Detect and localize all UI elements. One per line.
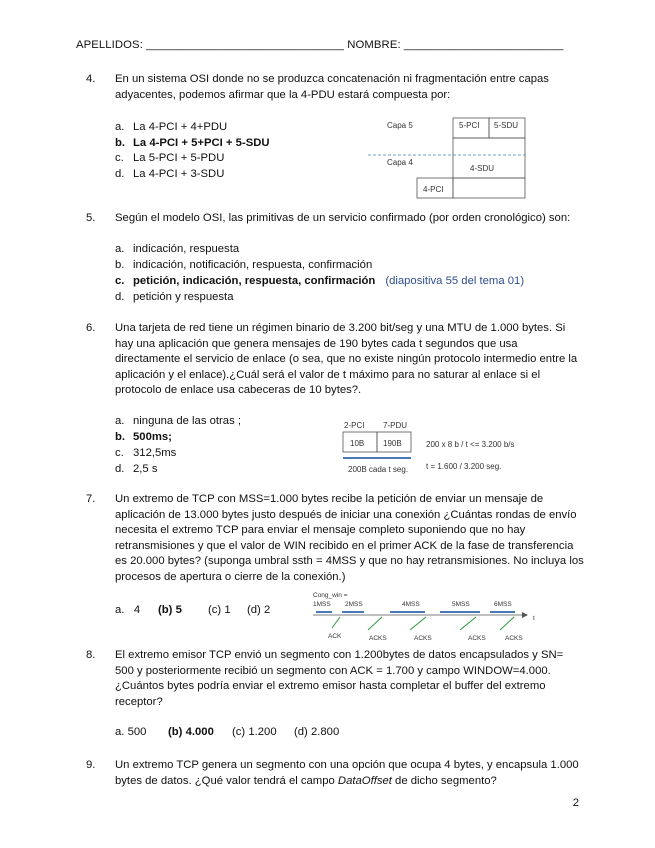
question-number: 6. xyxy=(86,322,96,334)
capa5-label: Capa 5 xyxy=(387,121,413,130)
option-d: d. La 4-PCI + 3-SDU xyxy=(115,168,225,180)
option-c: c. 312,5ms xyxy=(115,447,177,459)
option-b-correct: (b) 5 xyxy=(158,604,182,616)
capa4-label: Capa 4 xyxy=(387,158,413,167)
ack-arrows xyxy=(332,617,514,630)
sdu5-label: 5-SDU xyxy=(494,121,519,130)
t-equation: t = 1.600 / 3.200 seg. xyxy=(426,462,502,471)
pdu7-label: 7-PDU xyxy=(383,421,408,430)
mss1-label: 1MSS xyxy=(313,601,331,608)
total-label: 200B cada t seg. xyxy=(348,465,409,474)
option-a: a. indicación, respuesta xyxy=(115,243,240,255)
option-a: a. 4 xyxy=(115,604,141,616)
slide-reference: (diapositiva 55 del tema 01) xyxy=(385,275,525,287)
option-c: (c) 1.200 xyxy=(232,726,277,738)
question-number: 8. xyxy=(86,649,96,661)
option-b-correct: b. La 4-PCI + 5+PCI + 5-SDU xyxy=(115,137,270,149)
mss6-label: 6MSS xyxy=(494,601,512,608)
pci4-label: 4-PCI xyxy=(423,185,444,194)
mss4-label: 4MSS xyxy=(402,601,420,608)
option-c-correct: c. petición, indicación, respuesta, confirmación (diapositiva 55 del tema 01) xyxy=(115,275,525,287)
question-number: 5. xyxy=(86,212,96,224)
question-number: 4. xyxy=(86,73,96,85)
page-number: 2 xyxy=(572,797,579,809)
option-d: (d) 2 xyxy=(247,604,271,616)
pdu4-rest-box xyxy=(453,178,525,198)
ack-label: ACK xyxy=(328,633,342,640)
question-text: El extremo emisor TCP envió un segmento con 1.200bytes de datos encapsulados y SN= 500 y posteriormente recibió un segmento con ACK = 1.700 y campo WINDOW=4.000. ¿Cuántos bytes podría enviar el extremo emisor hasta completar el buffer del extremo receptor? xyxy=(115,649,564,708)
option-a: a. 500 xyxy=(115,726,147,738)
option-d: (d) 2.800 xyxy=(294,726,340,738)
time-arrow xyxy=(522,612,528,618)
option-b-correct: (b) 4.000 xyxy=(168,726,214,738)
option-d: d. petición y respuesta xyxy=(115,291,234,303)
option-a: a. La 4-PCI + 4+PDU xyxy=(115,121,228,133)
acks-label-3: ACKS xyxy=(468,635,486,642)
question-text: Una tarjeta de red tiene un régimen binario de 3.200 bit/seg y una MTU de 1.000 bytes. Si hay una aplicación que genera mensajes de 190 bytes cada t segundos que usa directamente el servicio de enlace (o sea, que no existe ningún protocolo intermedio entre la aplicación y el enlace).¿Cuál será el valor de t máximo para no saturar al enlace si el protocolo de enlace usa cabeceras de 10 bytes?. xyxy=(115,322,578,397)
field-name: DataOffset xyxy=(337,774,392,787)
size-10b-label: 10B xyxy=(350,439,365,448)
question-number: 9. xyxy=(86,759,96,771)
question-text: Un extremo de TCP con MSS=1.000 bytes recibe la petición de enviar un mensaje de aplicación de 13.000 bytes justo después de iniciar una conexión ¿Cuántas rondas de envío necesita el extremo TCP para enviar el mensaje completo suponiendo que no hay retransmisiones y que el valor de WIN recibido en el primer ACK de la fase de transferencia es 20.000 bytes? (suponga umbral ssth = 4MSS y que no hay retransmisiones. No incluya los procesos de apertura o cierre de la conexión.) xyxy=(115,493,584,583)
option-a: a. ninguna de las otras ; xyxy=(115,415,242,427)
sdu4-label: 4-SDU xyxy=(470,164,495,173)
option-b: b. indicación, notificación, respuesta, confirmación xyxy=(115,259,373,271)
time-label: t xyxy=(533,615,535,622)
option-c: (c) 1 xyxy=(208,604,231,616)
acks-label-1: ACKS xyxy=(369,635,387,642)
option-c: c. La 5-PCI + 5-PDU xyxy=(115,152,225,164)
pci5-label: 5-PCI xyxy=(459,121,480,130)
mss5-label: 5MSS xyxy=(452,601,470,608)
question-text: En un sistema OSI donde no se produzca concatenación ni fragmentación entre capas adyacentes, podemos afirmar que la 4-PDU estará compuesta por: xyxy=(115,73,549,101)
question-text: Un extremo TCP genera un segmento con una opción que ocupa 4 bytes, y encapsula 1.000 bytes de datos. ¿Qué valor tendrá el campo DataOffset de dicho segmento? xyxy=(115,759,579,787)
rate-equation: 200 x 8 b / t <= 3.200 b/s xyxy=(426,440,515,449)
question-text: Según el modelo OSI, las primitivas de un servicio confirmado (por orden cronológico) son: xyxy=(115,212,571,224)
cong-win-label: Cong_win = xyxy=(313,592,348,599)
mss2-label: 2MSS xyxy=(345,601,363,608)
pci2-label: 2-PCI xyxy=(344,421,365,430)
acks-label-2: ACKS xyxy=(414,635,432,642)
option-b-correct: b. 500ms; xyxy=(115,431,172,443)
size-190b-label: 190B xyxy=(383,439,402,448)
option-d: d. 2,5 s xyxy=(115,463,158,475)
acks-label-4: ACKS xyxy=(505,635,523,642)
question-number: 7. xyxy=(86,493,96,505)
header-fields: APELLIDOS: _______________________________ NOMBRE: _________________________ xyxy=(76,39,564,51)
